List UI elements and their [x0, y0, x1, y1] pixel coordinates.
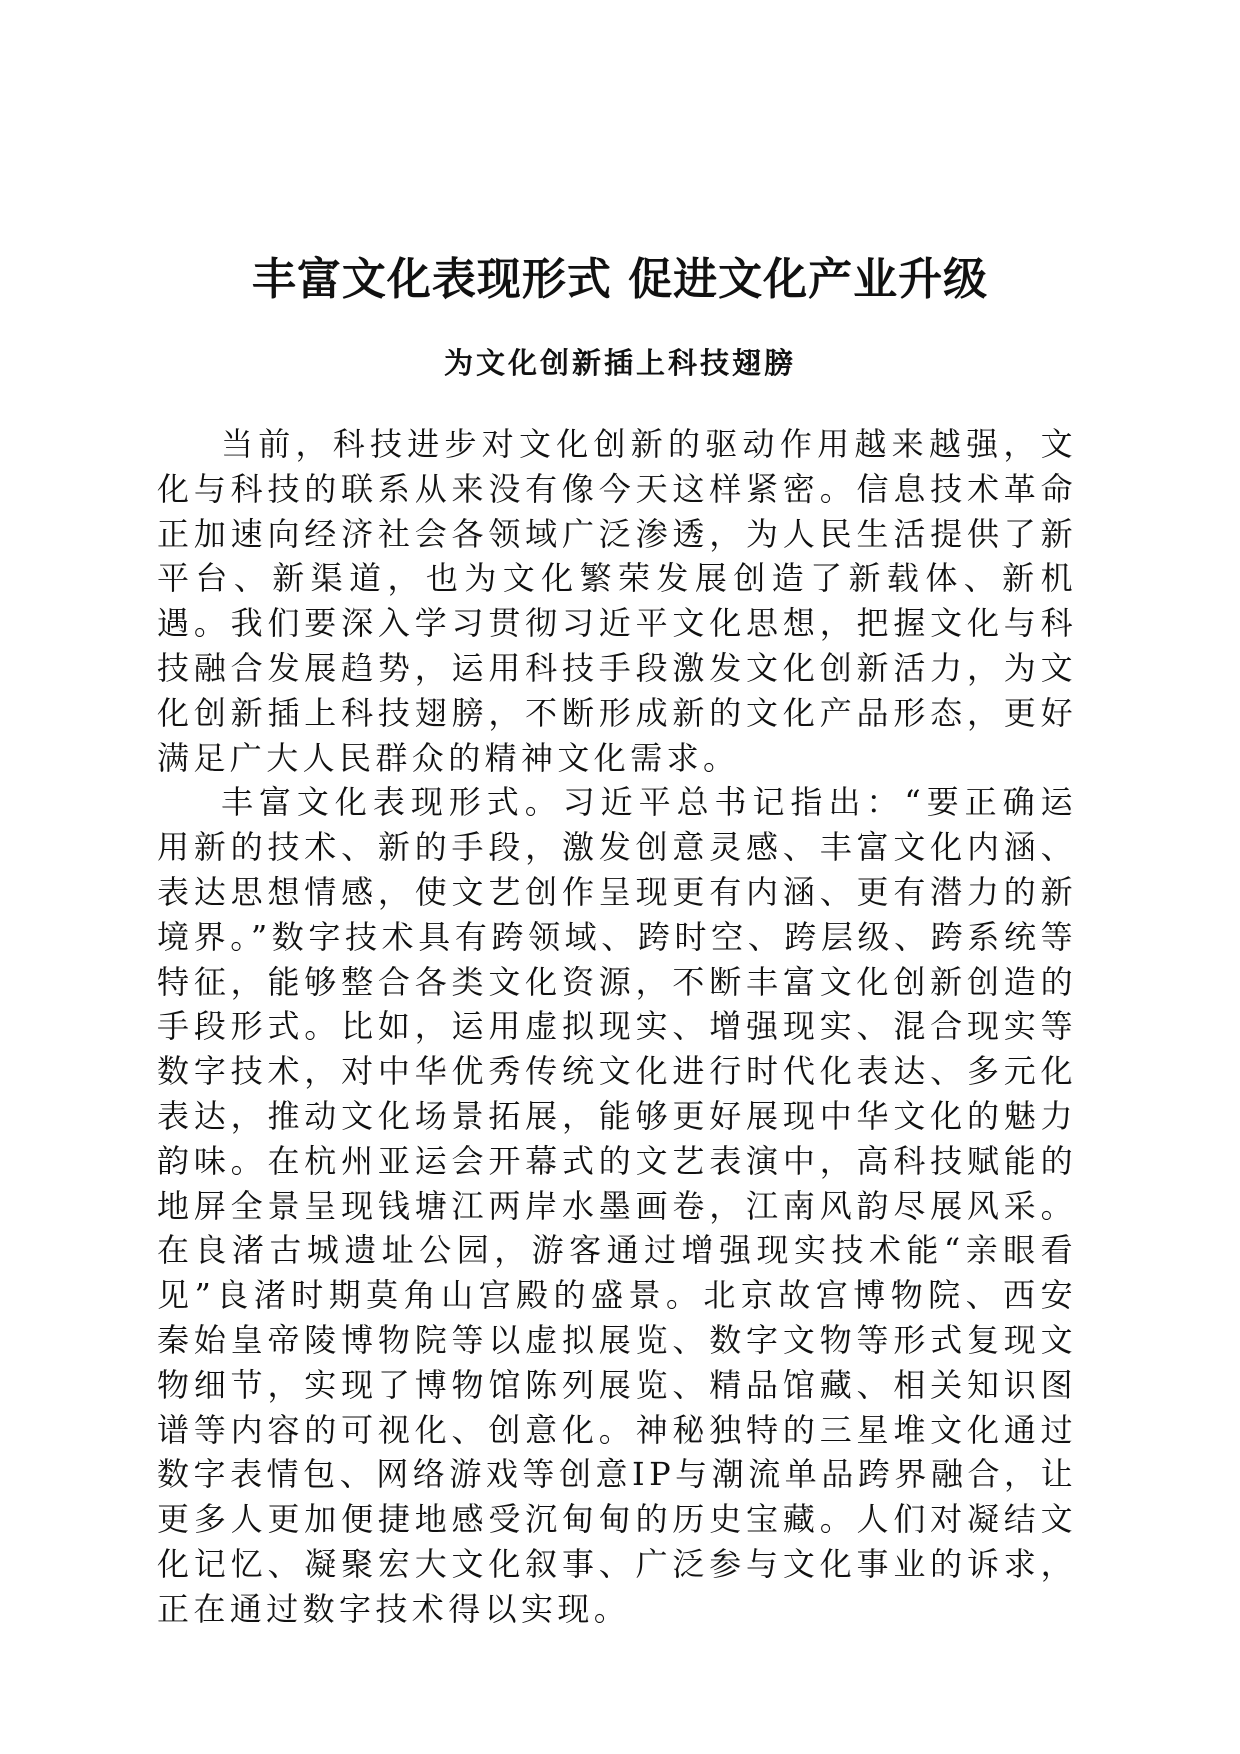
- document-body: [157, 422, 1077, 1632]
- document-subtitle: 为文化创新插上科技翅膀: [443, 346, 796, 380]
- paragraph-cultural-forms: 丰富文化表现形式。习近平总书记指出：“要正确运用新的技术、新的手段，激发创意灵感、丰富文化内涵、表达思想情感，使文艺创作呈现更有内涵、更有潜力的新境界。”数字技术具有跨领域、跨时空、跨层级、跨系统等特征，能够整合各类文化资源，不断丰富文化创新创造的手段形式。比如，运用虚拟现实、增强现实、混合现实等数字技术，对中华优秀传统文化进行时代化表达、多元化表达，推动文化场景拓展，能够更好展现中华文化的魅力韵味。在杭州亚运会开幕式的文艺表演中，高科技赋能的地屏全景呈现钱塘江两岸水墨画卷，江南风韵尽展风采。在良渚古城遗址公园，游客通过增强现实技术能“亲眼看见”良渚时期莫角山宫殿的盛景。北京故宫博物院、西安秦始皇帝陵博物院等以虚拟展览、数字文物等形式复现文物细节，实现了博物馆陈列展览、精品馆藏、相关知识图谱等内容的可视化、创意化。神秘独特的三星堆文化通过数字表情包、网络游戏等创意IP与潮流单品跨界融合，让更多人更加便捷地感受沉甸甸的历史宝藏。人们对凝结文化记忆、凝聚宏大文化叙事、广泛参与文化事业的诉求，正在通过数字技术得以实现。: [157, 783, 1077, 1628]
- document-title: 丰富文化表现形式 促进文化产业升级: [251, 254, 989, 305]
- paragraph-intro: 当前，科技进步对文化创新的驱动作用越来越强，文化与科技的联系从来没有像今天这样紧密。信息技术革命正加速向经济社会各领域广泛渗透，为人民生活提供了新平台、新渠道，也为文化繁荣发展创造了新载体、新机遇。我们要深入学习贯彻习近平文化思想，把握文化与科技融合发展趋势，运用科技手段激发文化创新活力，为文化创新插上科技翅膀，不断形成新的文化产品形态，更好满足广大人民群众的精神文化需求。: [157, 425, 1077, 777]
